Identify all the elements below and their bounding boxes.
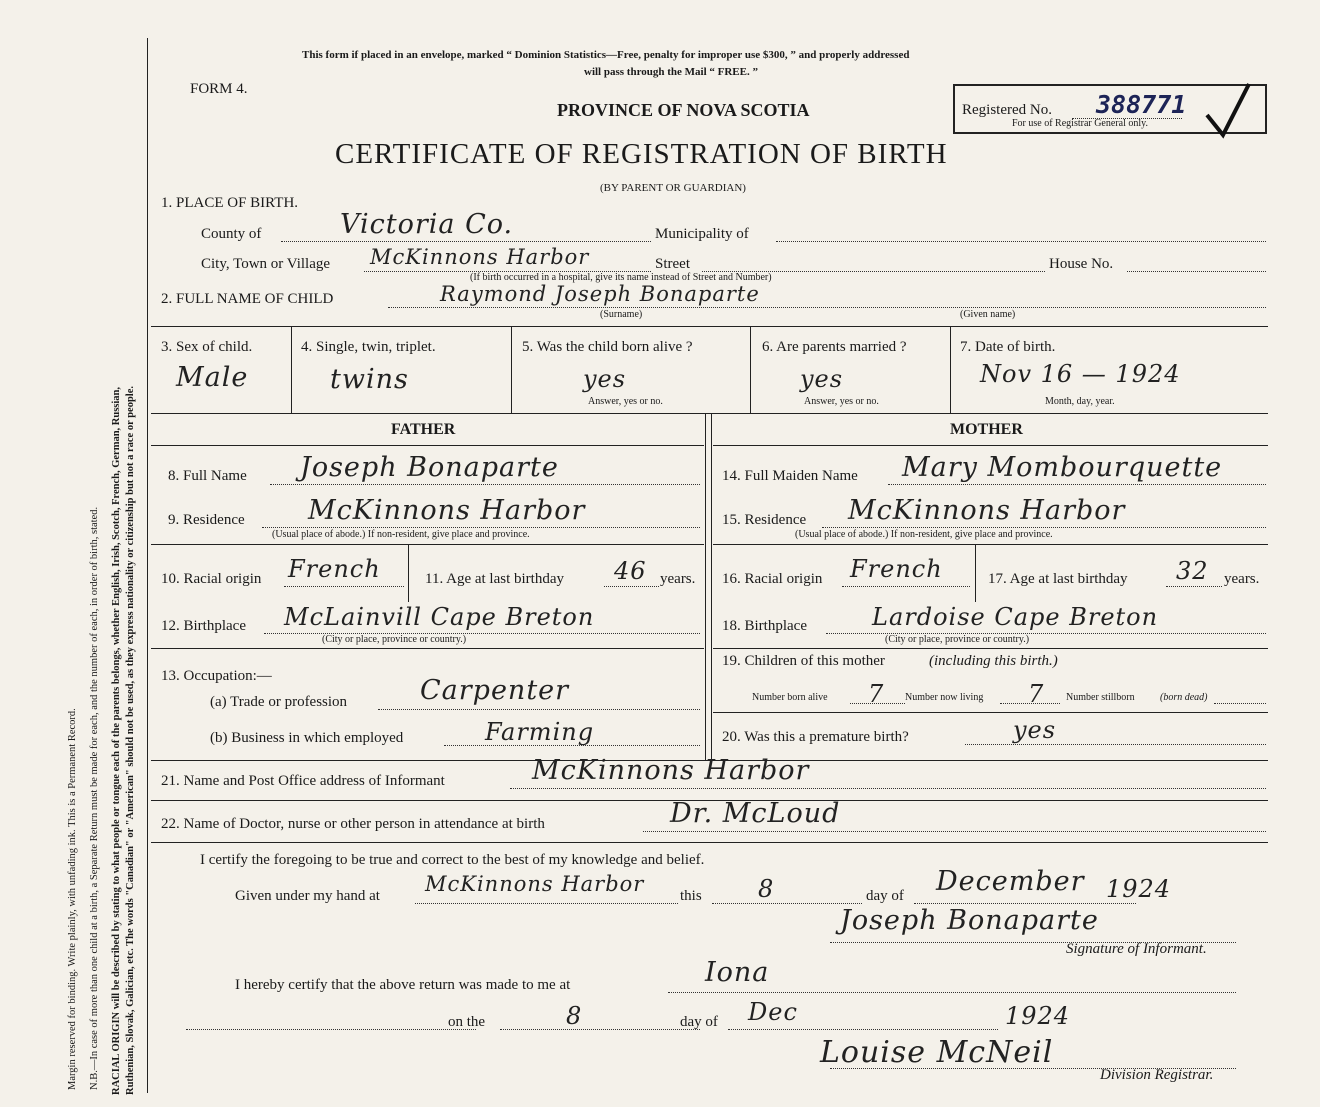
- house-line: [1127, 271, 1266, 272]
- surname-caption: (Surname): [600, 309, 643, 320]
- vline-married: [950, 327, 951, 413]
- mother-name-label: 14. Full Maiden Name: [722, 468, 858, 484]
- county-line: [281, 241, 651, 242]
- return-place-line: [668, 992, 1236, 993]
- occupation-label: 13. Occupation:—: [161, 668, 272, 684]
- day-of-label: day of: [866, 888, 904, 904]
- premature-value: yes: [1013, 716, 1057, 744]
- mother-racial-line: [842, 586, 970, 587]
- mother-years-label: years.: [1224, 571, 1260, 587]
- informant-label: 21. Name and Post Office address of Informant: [161, 773, 445, 789]
- married-value: yes: [800, 365, 844, 393]
- mother-birthplace-value: Lardoise Cape Breton: [872, 603, 1159, 631]
- rule-father-residence: [151, 544, 704, 545]
- now-living-label: Number now living: [905, 692, 984, 703]
- given-under-label: Given under my hand at: [235, 888, 380, 904]
- month-value: December: [936, 866, 1085, 897]
- mother-residence-line: [822, 527, 1266, 528]
- informant-line: [510, 788, 1266, 789]
- on-the-label: on the: [448, 1014, 486, 1030]
- trade-line: [378, 709, 700, 710]
- mother-age-value: 32: [1176, 557, 1209, 585]
- stillborn-label: Number stillborn: [1066, 692, 1135, 703]
- doctor-label: 22. Name of Doctor, nurse or other person in attendance at birth: [161, 816, 545, 832]
- premature-label: 20. Was this a premature birth?: [722, 729, 909, 745]
- child-name-value: Raymond Joseph Bonaparte: [440, 282, 760, 306]
- vline-sex: [291, 327, 292, 413]
- plurality-label: 4. Single, twin, triplet.: [301, 339, 436, 355]
- child-name-line: [388, 307, 1266, 308]
- hospital-note: (If birth occurred in a hospital, give its name instead of Street and Number): [470, 272, 772, 283]
- father-name-line: [270, 484, 700, 485]
- father-racial-label: 10. Racial origin: [161, 571, 262, 587]
- married-caption: Answer, yes or no.: [804, 396, 879, 407]
- return-left-line: [186, 1029, 476, 1030]
- day-value: 8: [758, 875, 775, 903]
- margin-note-racial-origin: RACIAL ORIGIN will be described by stating to what people or tongue each of the parents belongs, whether English, Irish, Scotch, French, German, Russian,: [111, 386, 122, 1095]
- city-label: City, Town or Village: [201, 256, 331, 272]
- return-day-of-label: day of: [680, 1014, 718, 1030]
- father-birthplace-label: 12. Birthplace: [161, 618, 246, 634]
- vline-alive: [750, 327, 751, 413]
- informant-signature: Joseph Bonaparte: [840, 905, 1099, 936]
- father-heading: FATHER: [391, 421, 456, 438]
- day-line: [712, 903, 862, 904]
- county-label: County of: [201, 226, 262, 242]
- now-living-value: 7: [1028, 680, 1045, 708]
- return-day-line: [500, 1029, 700, 1030]
- postage-note-line1: This form if placed in an envelope, marked “ Dominion Statistics—Free, penalty for improper use $300, ” and properly addressed: [302, 49, 910, 61]
- alive-caption: Answer, yes or no.: [588, 396, 663, 407]
- mother-residence-caption: (Usual place of abode.) If non-resident, give place and province.: [795, 529, 1053, 540]
- informant-value: McKinnons Harbor: [532, 755, 810, 786]
- mother-racial-label: 16. Racial origin: [722, 571, 823, 587]
- registrar-signature: Louise McNeil: [820, 1035, 1054, 1070]
- vline-mother-racial: [975, 545, 976, 602]
- alive-label: 5. Was the child born alive ?: [522, 339, 693, 355]
- father-residence-label: 9. Residence: [168, 512, 245, 528]
- rule-mother-heading: [713, 445, 1268, 446]
- rule-mother-residence: [713, 544, 1268, 545]
- rule-top-grid: [151, 326, 1268, 327]
- father-birthplace-value: McLainvill Cape Breton: [284, 603, 595, 631]
- doctor-line: [643, 831, 1266, 832]
- place-of-birth-label: 1. PLACE OF BIRTH.: [161, 195, 299, 211]
- stillborn-line: [1214, 703, 1266, 704]
- father-name-value: Joseph Bonaparte: [300, 452, 559, 483]
- given-name-caption: (Given name): [960, 309, 1016, 320]
- certificate-subtitle: (BY PARENT OR GUARDIAN): [600, 182, 746, 194]
- born-alive-label: Number born alive: [752, 692, 828, 703]
- rule-father-birthplace: [151, 648, 704, 649]
- registrar-note: For use of Registrar General only.: [1012, 118, 1148, 129]
- year-value: 1924: [1106, 875, 1172, 903]
- father-age-line: [604, 586, 659, 587]
- rule-parents-top: [151, 413, 1268, 414]
- mother-residence-value: McKinnons Harbor: [848, 495, 1126, 526]
- mother-age-label: 17. Age at last birthday: [988, 571, 1128, 587]
- return-month-line: [728, 1029, 998, 1030]
- doctor-value: Dr. McLoud: [670, 798, 841, 829]
- rule-mother-birthplace: [713, 648, 1268, 649]
- father-residence-line: [262, 527, 700, 528]
- date-caption: Month, day, year.: [1045, 396, 1115, 407]
- date-of-birth-label: 7. Date of birth.: [960, 339, 1056, 355]
- mother-age-line: [1166, 586, 1222, 587]
- born-alive-value: 7: [868, 680, 885, 708]
- stillborn-note: (born dead): [1160, 692, 1208, 703]
- children-note: (including this birth.): [929, 653, 1058, 669]
- margin-note-multiple-births: N.B.—In case of more than one child at a birth, a Separate Return must be made for each, and the number of each, in order of birth, stated.: [89, 506, 100, 1090]
- father-birthplace-caption: (City or place, province or country.): [322, 634, 467, 645]
- this-label: this: [680, 888, 702, 904]
- vline-parents-divider-b: [711, 414, 712, 760]
- father-residence-caption: (Usual place of abode.) If non-resident, give place and province.: [272, 529, 530, 540]
- return-place-value: Iona: [705, 957, 770, 988]
- given-place-value: McKinnons Harbor: [425, 872, 645, 896]
- married-label: 6. Are parents married ?: [762, 339, 907, 355]
- municipality-line: [776, 241, 1266, 242]
- mother-name-line: [888, 484, 1266, 485]
- sex-label: 3. Sex of child.: [161, 339, 253, 355]
- mother-name-value: Mary Mombourquette: [902, 452, 1223, 483]
- father-name-label: 8. Full Name: [168, 468, 247, 484]
- registrar-caption: Division Registrar.: [1100, 1067, 1214, 1083]
- city-value: McKinnons Harbor: [370, 245, 590, 269]
- county-value: Victoria Co.: [340, 209, 514, 240]
- sex-value: Male: [176, 362, 249, 393]
- certification-statement: I certify the foregoing to be true and correct to the best of my knowledge and belief.: [200, 852, 705, 868]
- return-day-value: 8: [566, 1002, 583, 1030]
- margin-note-nationality: Ruthenian, Slovak, Galician, etc. The words "Canadian" or "American" should not be used, as they express nationality or citizenship but not a race or people.: [125, 386, 136, 1095]
- province-heading: PROVINCE OF NOVA SCOTIA: [557, 100, 810, 120]
- premature-line: [965, 744, 1266, 745]
- margin-rule: [147, 38, 148, 1093]
- business-value: Farming: [485, 718, 595, 746]
- municipality-label: Municipality of: [655, 226, 749, 242]
- informant-signature-caption: Signature of Informant.: [1066, 941, 1207, 957]
- postage-note-line2: will pass through the Mail “ FREE. ”: [584, 66, 758, 78]
- rule-certification-top: [151, 842, 1268, 843]
- certificate-title: CERTIFICATE OF REGISTRATION OF BIRTH: [335, 138, 948, 170]
- given-place-line: [415, 903, 678, 904]
- father-years-label: years.: [660, 571, 696, 587]
- margin-note-binding: Margin reserved for binding. Write plainly, with unfading ink. This is a Permanent Record.: [67, 708, 78, 1090]
- father-age-value: 46: [614, 557, 647, 585]
- rule-father-heading: [151, 445, 704, 446]
- vline-father-racial: [408, 545, 409, 602]
- business-label: (b) Business in which employed: [210, 730, 404, 746]
- check-mark: [1205, 80, 1255, 140]
- trade-value: Carpenter: [420, 675, 570, 706]
- vline-plurality: [511, 327, 512, 413]
- father-age-label: 11. Age at last birthday: [425, 571, 564, 587]
- children-label: 19. Children of this mother: [722, 653, 885, 669]
- father-racial-value: French: [288, 555, 381, 583]
- date-of-birth-value: Nov 16 — 1924: [980, 360, 1181, 388]
- rule-mother-children: [713, 712, 1268, 713]
- house-label: House No.: [1049, 256, 1114, 272]
- plurality-value: twins: [330, 364, 409, 395]
- father-residence-value: McKinnons Harbor: [308, 495, 586, 526]
- return-year-value: 1924: [1005, 1002, 1071, 1030]
- mother-heading: MOTHER: [950, 421, 1023, 438]
- return-label: I hereby certify that the above return was made to me at: [235, 977, 571, 993]
- child-name-label: 2. FULL NAME OF CHILD: [161, 291, 334, 307]
- registered-number: 388771: [1096, 90, 1187, 119]
- mother-birthplace-label: 18. Birthplace: [722, 618, 807, 634]
- street-label: Street: [655, 256, 690, 272]
- trade-label: (a) Trade or profession: [210, 694, 348, 710]
- vline-parents-divider-a: [705, 414, 706, 760]
- month-line: [914, 903, 1136, 904]
- registered-label: Registered No.: [962, 102, 1052, 118]
- mother-birthplace-caption: (City or place, province or country.): [885, 634, 1030, 645]
- return-month-value: Dec: [748, 998, 798, 1026]
- alive-value: yes: [583, 365, 627, 393]
- father-racial-line: [284, 586, 404, 587]
- mother-residence-label: 15. Residence: [722, 512, 807, 528]
- mother-racial-value: French: [850, 555, 943, 583]
- form-number: FORM 4.: [190, 81, 248, 97]
